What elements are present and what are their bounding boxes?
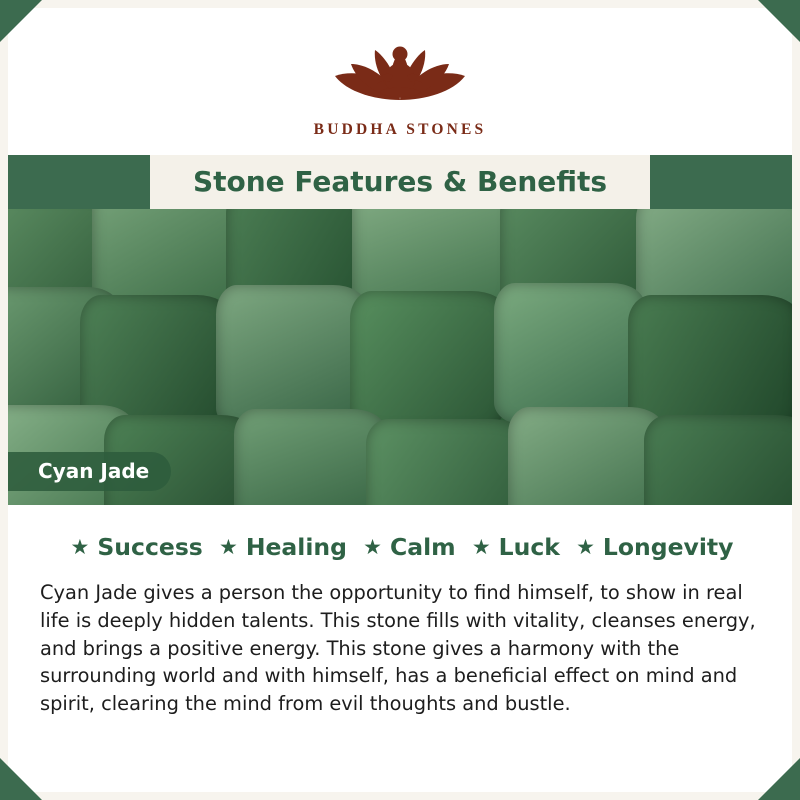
star-icon: ★ (576, 535, 595, 559)
title-banner (8, 155, 792, 209)
benefits-list (8, 533, 792, 561)
benefit-calm: Calm (389, 533, 456, 561)
content-card (8, 8, 792, 792)
brand-header (8, 8, 792, 139)
description-paragraph: Cyan Jade gives a person the opportunity to find himself, to show in real life is deeply hidden talents. This stone fills with vitality, cleanses energy, and brings a positive energy. This stone gives a harmony with the surrounding world and with himself, has a beneficial effect on mind and spirit, clearing the mind from evil thoughts and bustle. (40, 581, 756, 715)
benefit-healing: Healing (245, 533, 347, 561)
corner-decoration-bottom-right (758, 758, 800, 800)
star-icon: ★ (218, 535, 238, 559)
star-icon: ★ (70, 535, 90, 559)
benefit-longevity: Longevity (602, 533, 734, 561)
page-title: Stone Features & Benefits (192, 165, 608, 198)
corner-decoration-top-left (0, 0, 42, 42)
star-icon: ★ (471, 535, 491, 559)
benefit-luck: Luck (498, 533, 560, 561)
lotus-meditation-icon (8, 30, 792, 115)
star-icon: ★ (363, 535, 382, 559)
stone-name-caption: Cyan Jade (8, 452, 171, 491)
benefit-success: Success (97, 533, 203, 561)
brand-name: BUDDHA STONES (313, 121, 487, 138)
corner-decoration-top-right (758, 0, 800, 42)
corner-decoration-bottom-left (0, 758, 42, 800)
stone-photo (8, 209, 792, 505)
